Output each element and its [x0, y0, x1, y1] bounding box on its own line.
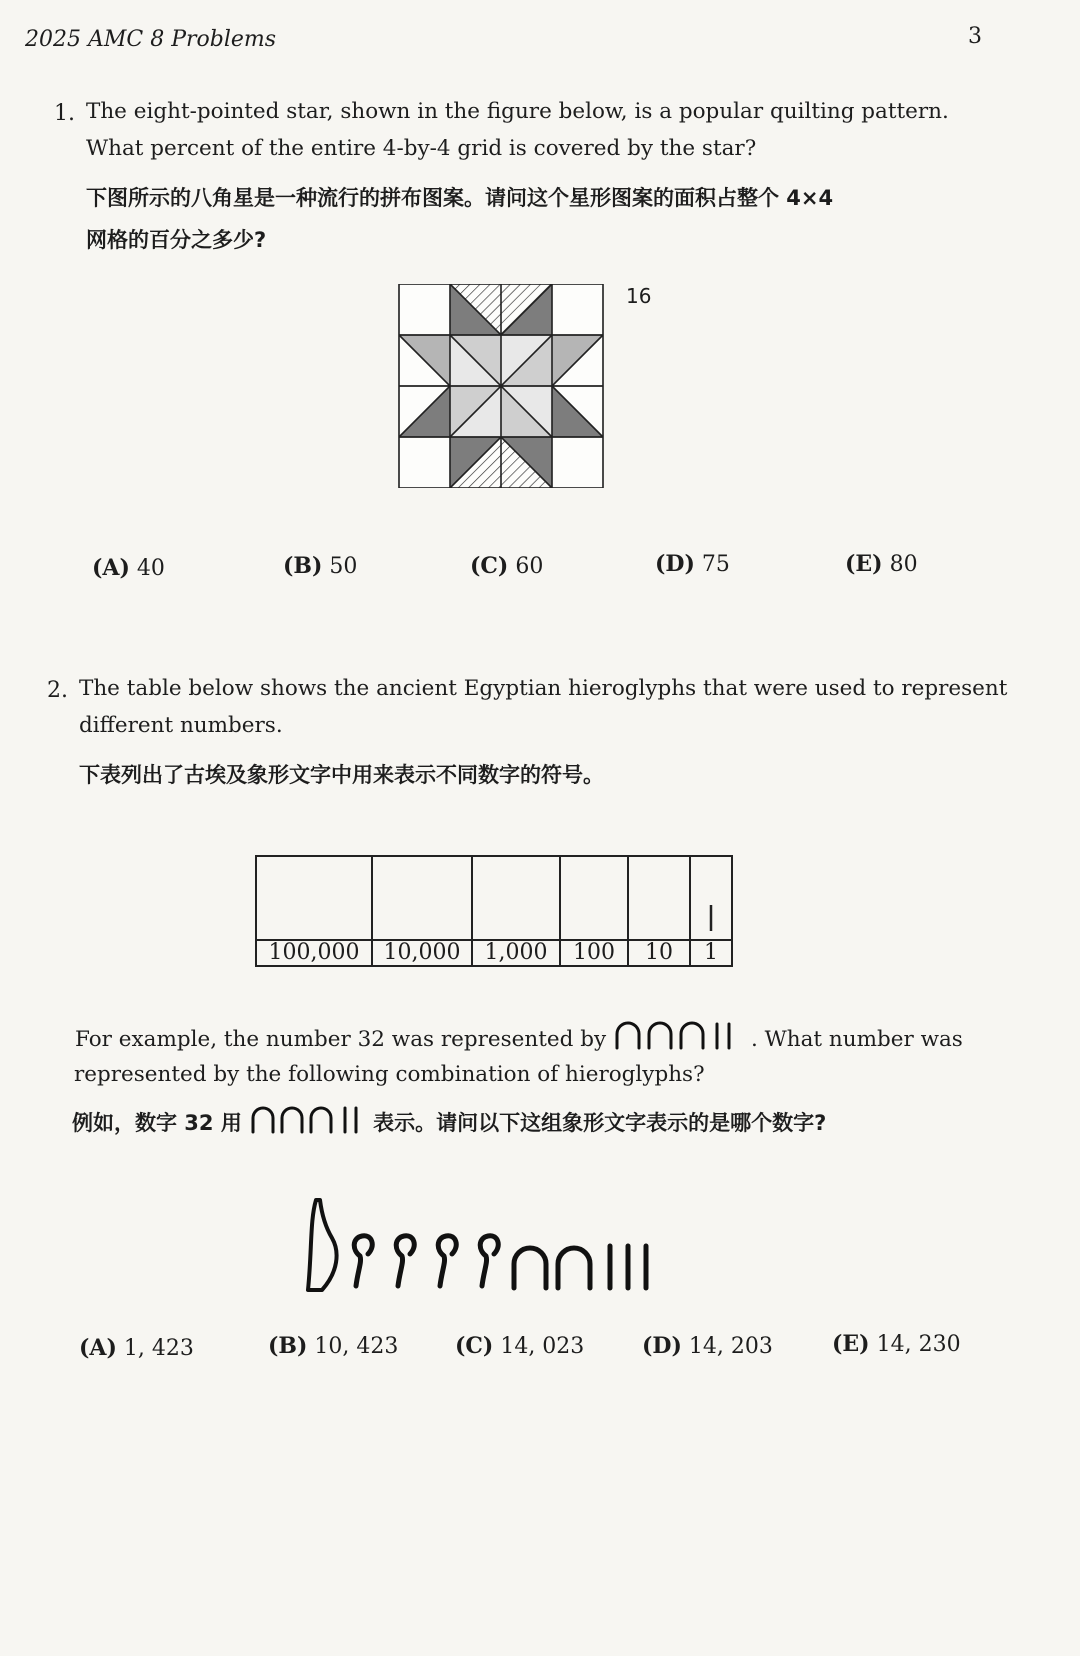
hieroglyph-cell-10: [628, 856, 690, 940]
hieroglyph-cell-1000: [472, 856, 560, 940]
example-32-hieroglyphs-icon: [249, 1104, 373, 1134]
problem-2-choice-c[interactable]: (C) 14, 023: [455, 1333, 585, 1359]
page-number: 3: [968, 24, 982, 49]
hieroglyph-cell-1: [690, 856, 732, 940]
hieroglyph-cell-100: [560, 856, 628, 940]
problem-2-text-zh: 下表列出了古埃及象形文字中用来表示不同数字的符号。: [79, 763, 604, 787]
example-32-hieroglyphs-icon: [613, 1020, 751, 1050]
example-en-line1: For example, the number 32 was represented by . What number was: [75, 1020, 963, 1058]
eight-pointed-star-figure: [398, 284, 604, 488]
hieroglyph-cell-10000: [372, 856, 472, 940]
problem-1-text-zh-line2: 网格的百分之多少?: [86, 228, 267, 252]
problem-2-choice-b[interactable]: (B) 10, 423: [268, 1333, 399, 1359]
problem-2-text-en-line1: The table below shows the ancient Egyptian hieroglyphs that were used to represent: [79, 676, 1008, 701]
hieroglyph-cell-100000: [256, 856, 372, 940]
problem-1-number: 1.: [54, 101, 75, 126]
problem-2-choice-a[interactable]: (A) 1, 423: [79, 1335, 194, 1361]
problem-1-choice-a[interactable]: (A) 40: [92, 555, 165, 581]
problem-2-choice-d[interactable]: (D) 14, 203: [642, 1333, 773, 1359]
table-value: 10,000: [372, 940, 472, 966]
problem-1-text-zh-line1: 下图所示的八角星是一种流行的拼布图案。请问这个星形图案的面积占整个 4×4: [86, 186, 834, 210]
hieroglyph-combination-figure: [300, 1190, 680, 1300]
table-value: 100,000: [256, 940, 372, 966]
handwritten-note: 16: [626, 284, 652, 308]
problem-1-choice-d[interactable]: (D) 75: [655, 551, 730, 577]
problem-1-choice-e[interactable]: (E) 80: [845, 551, 918, 577]
example-en-line2: represented by the following combination of hieroglyphs?: [74, 1062, 705, 1087]
header-title: 2025 AMC 8 Problems: [25, 27, 277, 52]
table-value: 10: [628, 940, 690, 966]
hieroglyph-table: [255, 855, 733, 967]
problem-2-text-en-line2: different numbers.: [79, 713, 283, 738]
problem-1-text-en-line1: The eight-pointed star, shown in the figure below, is a popular quilting pattern.: [86, 99, 949, 124]
example-zh: 例如，数字 32 用 表示。请问以下这组象形文字表示的是哪个数字?: [72, 1103, 826, 1143]
problem-2-choice-e[interactable]: (E) 14, 230: [832, 1331, 961, 1357]
table-value: 1: [690, 940, 732, 966]
stroke-hieroglyph-icon: [706, 903, 716, 933]
problem-1-text-en-line2: What percent of the entire 4-by-4 grid is covered by the star?: [86, 136, 757, 161]
problem-1-choice-b[interactable]: (B) 50: [283, 553, 358, 579]
problem-1-choice-c[interactable]: (C) 60: [470, 553, 544, 579]
problem-2-number: 2.: [47, 678, 68, 703]
table-value: 1,000: [472, 940, 560, 966]
table-value: 100: [560, 940, 628, 966]
